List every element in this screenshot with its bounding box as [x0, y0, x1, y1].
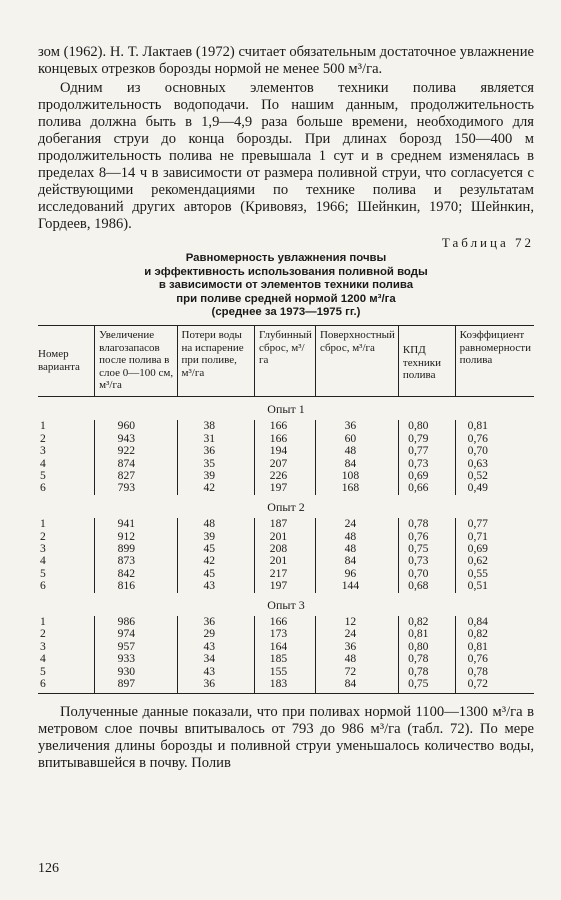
- table-cell: 183: [255, 678, 316, 694]
- table-cell: 45: [177, 543, 255, 555]
- table-number-label: Таблица 72: [441, 235, 534, 250]
- paragraph-continuation: зом (1962). Н. Т. Лактаев (1972) считает обязательным достаточное увлажнение концевых отрезков борозды нормой не менее 500 м³/га.: [38, 44, 534, 77]
- caption-line: в зависимости от элементов техники полива: [158, 279, 414, 292]
- table-cell: 0,73: [398, 458, 455, 470]
- table-cell: 173: [255, 628, 316, 640]
- table-cell: 0,78: [398, 653, 455, 665]
- table-cell: 45: [177, 568, 255, 580]
- table-cell: 957: [95, 641, 177, 653]
- table-cell: 43: [177, 641, 255, 653]
- experiment-group-label-row: [38, 495, 534, 518]
- table-cell: 874: [95, 458, 177, 470]
- table-cell: 0,76: [455, 433, 534, 445]
- table-cell: 0,82: [455, 628, 534, 640]
- table-cell: 0,75: [398, 543, 455, 555]
- table-row: [38, 420, 534, 432]
- data-table: [38, 325, 534, 695]
- table-cell: 922: [95, 445, 177, 457]
- table-cell: 0,52: [455, 470, 534, 482]
- table-cell: 930: [95, 666, 177, 678]
- table-cell: 1: [40, 419, 46, 433]
- table-cell: 36: [177, 445, 255, 457]
- table-cell: 207: [255, 458, 316, 470]
- header-evaporation-loss: Потери воды на испарение при поливе, м³/га: [177, 325, 255, 396]
- table-cell: 0,77: [455, 518, 534, 530]
- table-cell: 60: [315, 433, 398, 445]
- table-cell: 897: [95, 678, 177, 694]
- table-cell: 5: [40, 664, 46, 678]
- table-cell: 816: [95, 580, 177, 592]
- table-cell: 943: [95, 433, 177, 445]
- header-efficiency: КПД техники полива: [398, 325, 455, 396]
- table-cell: 0,69: [455, 543, 534, 555]
- table-cell: 0,72: [455, 678, 534, 694]
- paragraph-results: Полученные данные показали, что при поливах нормой 1100—1300 м³/га в метровом слое почвы впитывалось от 793 до 986 м³/га (табл. 72). По мере увеличения длины борозды и поливной струи уменьшалось количество воды, впитывавшейся в почву. Полив: [38, 704, 534, 772]
- table-cell: 96: [315, 568, 398, 580]
- table-cell: 1: [40, 615, 46, 629]
- table-cell: 0,63: [455, 458, 534, 470]
- table-cell: 0,55: [455, 568, 534, 580]
- header-uniformity-coefficient: Коэффициент равномерности полива: [455, 325, 534, 396]
- table-cell: 164: [255, 641, 316, 653]
- experiment-group-label: Опыт 2: [267, 499, 305, 514]
- table-cell: 0,70: [455, 445, 534, 457]
- table-caption: [38, 252, 534, 320]
- table-cell: 0,75: [398, 678, 455, 694]
- table-cell: 974: [95, 628, 177, 640]
- table-cell: 84: [315, 678, 398, 694]
- table-cell: 35: [177, 458, 255, 470]
- table-cell: 0,49: [455, 482, 534, 494]
- table-cell: 108: [315, 470, 398, 482]
- table-cell: 48: [177, 518, 255, 530]
- table-cell: 48: [315, 531, 398, 543]
- table-cell: 39: [177, 531, 255, 543]
- table-cell: 933: [95, 653, 177, 665]
- table-cell: 0,73: [398, 555, 455, 567]
- table-row: [38, 653, 534, 665]
- table-cell: 1: [40, 517, 46, 531]
- table-row: [38, 445, 534, 457]
- table-cell: 0,79: [398, 433, 455, 445]
- table-cell: 12: [315, 616, 398, 628]
- table-cell: 36: [315, 420, 398, 432]
- table-cell: 0,81: [455, 420, 534, 432]
- table-cell: 48: [315, 543, 398, 555]
- table-cell: 6: [38, 678, 95, 694]
- table-cell: 0,82: [398, 616, 455, 628]
- table-row: [38, 628, 534, 640]
- table-cell: 39: [177, 470, 255, 482]
- table-cell: 0,77: [398, 445, 455, 457]
- table-cell: 42: [177, 482, 255, 494]
- paragraph-irrigation-duration: Одним из основных элементов техники полива является продолжительность водоподачи. По нашим данным, продолжительность полива должна быть в 1,9—4,9 раза больше времени, необходимого для добегания струи до конца борозды. При длинах борозд 150—400 м продолжительность полива не превышала 1 сут и в среднем изменялась в пределах 8—14 ч в зависимости от размера поливной струи, что согласуется с действующими рекомендациями по технике полива и результатам исследований других авторов (Кривовяз, 1966; Шейнкин, 1970; Шейнкин, Гордеев, 1986).: [38, 80, 534, 232]
- table-cell: 155: [255, 666, 316, 678]
- table-cell: 72: [315, 666, 398, 678]
- table-cell: 31: [177, 433, 255, 445]
- header-surface-runoff: Поверхностный сброс, м³/га: [315, 325, 398, 396]
- table-cell: 842: [95, 568, 177, 580]
- table-cell: 3: [40, 542, 46, 555]
- table-cell: 827: [95, 470, 177, 482]
- table-cell: 168: [315, 482, 398, 494]
- table-cell: 0,68: [398, 580, 455, 592]
- table-cell: 187: [255, 518, 316, 530]
- table-cell: 166: [255, 433, 316, 445]
- table-cell: 0,76: [455, 653, 534, 665]
- experiment-group-label-row: [38, 396, 534, 420]
- header-variant-number: Номер варианта: [38, 325, 95, 396]
- experiment-group-label: Опыт 3: [267, 597, 305, 612]
- table-cell: 0,78: [455, 666, 534, 678]
- table-row: [38, 518, 534, 530]
- table-cell: 201: [255, 531, 316, 543]
- table-header-row: [38, 325, 534, 396]
- table-cell: 201: [255, 555, 316, 567]
- table-cell: 0,51: [455, 580, 534, 592]
- table-cell: 873: [95, 555, 177, 567]
- header-deep-drainage: Глубинный сброс, м³/га: [255, 325, 316, 396]
- table-cell: 0,66: [398, 482, 455, 494]
- table-cell: 960: [95, 420, 177, 432]
- table-cell: 208: [255, 543, 316, 555]
- experiment-group-label-row: [38, 593, 534, 616]
- table-cell: 0,80: [398, 420, 455, 432]
- table-cell: 0,70: [398, 568, 455, 580]
- table-cell: 4: [40, 456, 46, 470]
- table-row: [38, 482, 534, 494]
- table-cell: 0,76: [398, 531, 455, 543]
- table-cell: 84: [315, 458, 398, 470]
- table-cell: 36: [315, 641, 398, 653]
- table-cell: 36: [177, 616, 255, 628]
- table-row: [38, 555, 534, 567]
- table-cell: 48: [315, 445, 398, 457]
- table-cell: 2: [40, 431, 46, 445]
- table-cell: 4: [40, 554, 46, 568]
- table-cell: 43: [177, 580, 255, 592]
- table-cell: 0,78: [398, 518, 455, 530]
- caption-line: Равномерность увлажнения почвы: [185, 252, 387, 264]
- table-cell: 166: [255, 616, 316, 628]
- table-cell: 0,71: [455, 531, 534, 543]
- table-cell: 5: [40, 566, 46, 580]
- table-cell: 84: [315, 555, 398, 567]
- table-row: [38, 580, 534, 592]
- table-cell: 38: [177, 420, 255, 432]
- header-moisture-increase: Увеличение влагозапасов после полива в слое 0—100 см, м³/га: [95, 325, 177, 396]
- table-cell: 29: [177, 628, 255, 640]
- table-cell: 185: [255, 653, 316, 665]
- caption-line: при поливе средней нормой 1200 м³/га: [176, 292, 396, 305]
- table-cell: 0,62: [455, 555, 534, 567]
- table-cell: 43: [177, 666, 255, 678]
- table-cell: 5: [40, 468, 46, 482]
- table-cell: 24: [315, 628, 398, 640]
- table-cell: 226: [255, 470, 316, 482]
- table-cell: 144: [315, 580, 398, 592]
- table-cell: 217: [255, 568, 316, 580]
- table-cell: 48: [315, 653, 398, 665]
- table-cell: 34: [177, 653, 255, 665]
- table-cell: 0,81: [455, 641, 534, 653]
- experiment-group-label: Опыт 1: [267, 401, 305, 416]
- table-body: [38, 396, 534, 694]
- table-cell: 4: [40, 652, 46, 666]
- table-cell: 24: [315, 518, 398, 530]
- caption-line: (среднее за 1973—1975 гг.): [211, 306, 361, 319]
- caption-line: и эффективность использования поливной воды: [144, 265, 428, 278]
- page-body: [38, 44, 534, 772]
- table-cell: 0,80: [398, 641, 455, 653]
- table-cell: 194: [255, 445, 316, 457]
- table-cell: 197: [255, 482, 316, 494]
- table-cell: 166: [255, 420, 316, 432]
- table-cell: 197: [255, 580, 316, 592]
- table-cell: 3: [40, 444, 46, 458]
- page-number: 126: [38, 861, 59, 876]
- table-cell: 0,69: [398, 470, 455, 482]
- table-cell: 986: [95, 616, 177, 628]
- table-cell: 0,78: [398, 666, 455, 678]
- table-cell: 941: [95, 518, 177, 530]
- table-cell: 793: [95, 482, 177, 494]
- table-cell: 42: [177, 555, 255, 567]
- table-cell: 2: [40, 529, 46, 543]
- table-cell: 6: [40, 579, 46, 593]
- table-cell: 912: [95, 531, 177, 543]
- table-cell: 0,81: [398, 628, 455, 640]
- table-cell: 36: [177, 678, 255, 694]
- table-cell: 0,84: [455, 616, 534, 628]
- table-cell: 2: [40, 627, 46, 641]
- table-row: [38, 678, 534, 694]
- table-cell: 3: [40, 639, 46, 653]
- table-cell: 899: [95, 543, 177, 555]
- table-cell: 6: [40, 481, 46, 495]
